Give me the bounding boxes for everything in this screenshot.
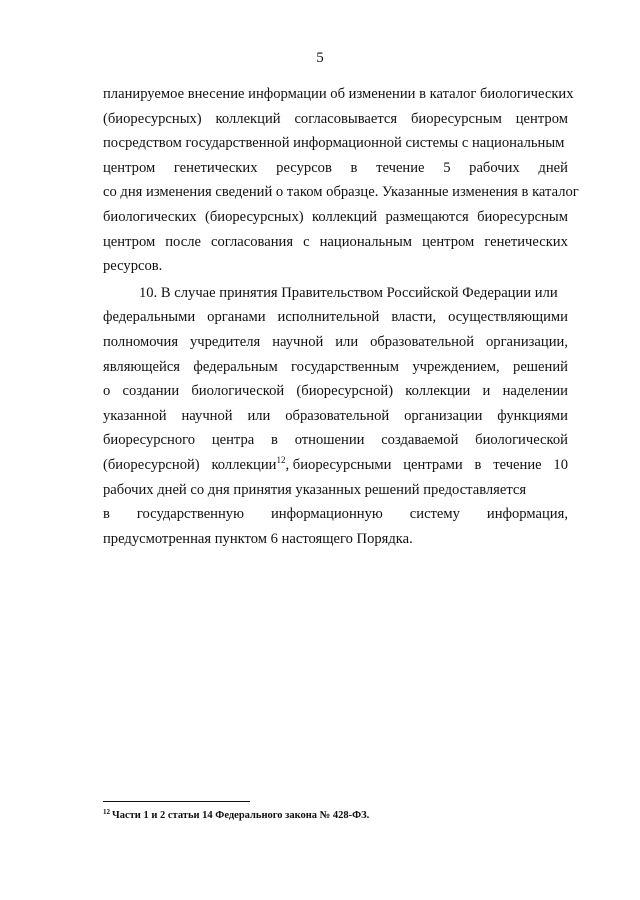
text-segment: (биоресурсных) (204, 208, 304, 225)
text-line (103, 355, 568, 380)
text-segment: биологических (103, 208, 197, 225)
text-line (103, 107, 568, 132)
text-line (103, 428, 568, 453)
text-segment: посредством государственной информационной системы с национальным (103, 135, 565, 152)
text-segment: согласования (211, 233, 294, 250)
text-segment: организации (404, 407, 483, 424)
text-segment: создаваемой (381, 432, 459, 449)
paragraph-10 (103, 281, 568, 552)
text-line (103, 254, 568, 279)
text-segment: информационную (270, 506, 383, 523)
text-segment: федеральными (103, 309, 196, 326)
text-segment: коллекции (405, 383, 471, 400)
text-segment: образовательной (285, 407, 390, 424)
footnote-mark: 12 (103, 807, 110, 816)
text-segment: центром (515, 110, 568, 127)
text-line (103, 502, 568, 527)
text-segment: после (165, 233, 201, 250)
text-segment: указанной (103, 407, 167, 424)
text-segment: планируемое внесение информации об изменении в каталог биологических (103, 86, 574, 102)
footnote-separator (103, 801, 250, 802)
text-segment: с (303, 233, 310, 250)
text-segment: в (271, 432, 278, 449)
text-line (103, 305, 568, 330)
text-segment: 10 (553, 456, 568, 473)
text-line (103, 281, 568, 306)
text-line (103, 180, 579, 205)
text-line (103, 330, 568, 355)
text-segment: биоресурсным (477, 208, 568, 225)
text-segment: ресурсов. (103, 258, 163, 275)
text-segment: научной (181, 407, 233, 424)
text-line (103, 453, 568, 478)
text-segment: предусмотренная пунктом 6 настоящего Порядка. (103, 530, 413, 547)
text-segment: рабочих дней со дня принятия указанных решений предоставляется (103, 481, 527, 498)
text-segment: отношении (294, 432, 365, 449)
text-line (103, 527, 568, 552)
text-segment: течение (376, 159, 425, 176)
text-segment: 5 (443, 159, 451, 176)
text-segment: ресурсов (276, 159, 332, 176)
text-line (103, 82, 574, 107)
text-segment: коллекции (211, 456, 277, 473)
text-segment: центрами (403, 456, 463, 473)
text-segment: центром (103, 159, 156, 176)
footnote-reference[interactable]: 12 (276, 455, 286, 466)
text-line (103, 478, 568, 503)
text-segment: , биоресурсными (285, 456, 392, 473)
text-segment: исполнительной (277, 309, 380, 326)
text-segment: систему (409, 506, 460, 523)
footnoted-word (211, 453, 391, 478)
text-segment: биоресурсного (103, 432, 196, 449)
page-number: 5 (316, 50, 324, 66)
text-segment: биологической (191, 383, 285, 400)
text-line (103, 404, 568, 429)
text-segment: биоресурсным (410, 110, 502, 127)
text-segment: учреждением, (412, 358, 500, 375)
text-segment: коллекций (312, 208, 378, 225)
footnote (103, 807, 370, 821)
text-segment: коллекций (215, 110, 281, 127)
text-segment: национальным (319, 233, 413, 250)
text-segment: информация, (486, 506, 568, 523)
text-segment: власти, (391, 309, 437, 326)
text-segment: дней (538, 159, 568, 176)
text-segment: генетических (173, 159, 258, 176)
text-segment: государственную (136, 506, 244, 523)
text-segment: являющейся (103, 358, 181, 375)
text-segment: согласовывается (294, 110, 398, 127)
text-segment: создании (122, 383, 180, 400)
text-segment: органами (207, 309, 266, 326)
text-segment: в (103, 506, 110, 523)
text-segment: центра (211, 432, 255, 449)
text-segment: рабочих (469, 159, 520, 176)
text-segment: в (350, 159, 358, 176)
text-segment: и (482, 383, 491, 400)
text-segment: решений (513, 358, 568, 375)
text-segment: образовательной (370, 333, 475, 350)
text-segment: научной (272, 333, 324, 350)
text-segment: функциями (497, 407, 568, 424)
text-segment: или (335, 333, 359, 350)
footnote-text: Части 1 и 2 статьи 14 Федерального закона № 428-ФЗ. (112, 810, 370, 821)
text-segment: центром (103, 233, 156, 250)
text-segment: размещаются (385, 208, 469, 225)
text-segment: (биоресурсных) (103, 110, 202, 127)
text-segment: со дня изменения сведений о таком образце. Указанные изменения в каталог (103, 184, 579, 201)
text-segment: центром (422, 233, 475, 250)
text-segment: 10. В случае принятия Правительством Российской Федерации или (139, 284, 558, 301)
text-line (103, 156, 568, 181)
text-line (103, 205, 568, 230)
text-line (103, 379, 568, 404)
text-line (103, 131, 568, 156)
paragraph-1 (103, 82, 579, 279)
text-segment: о (103, 383, 111, 400)
text-segment: в (474, 456, 482, 473)
text-segment: (биоресурсной) (296, 383, 394, 400)
text-segment: течение (493, 456, 542, 473)
text-segment: наделении (502, 383, 568, 400)
text-segment: организации, (485, 333, 568, 350)
text-segment: федеральным (193, 358, 278, 375)
text-segment: или (247, 407, 271, 424)
text-segment: генетических (484, 233, 568, 250)
body-text (103, 82, 579, 551)
text-segment: (биоресурсной) (103, 456, 200, 473)
text-segment: полномочия (103, 333, 179, 350)
text-segment: учредителя (189, 333, 261, 350)
text-segment: государственным (291, 358, 399, 375)
text-segment: биологической (475, 432, 568, 449)
text-line (103, 230, 568, 255)
text-segment: осуществляющими (448, 309, 568, 326)
